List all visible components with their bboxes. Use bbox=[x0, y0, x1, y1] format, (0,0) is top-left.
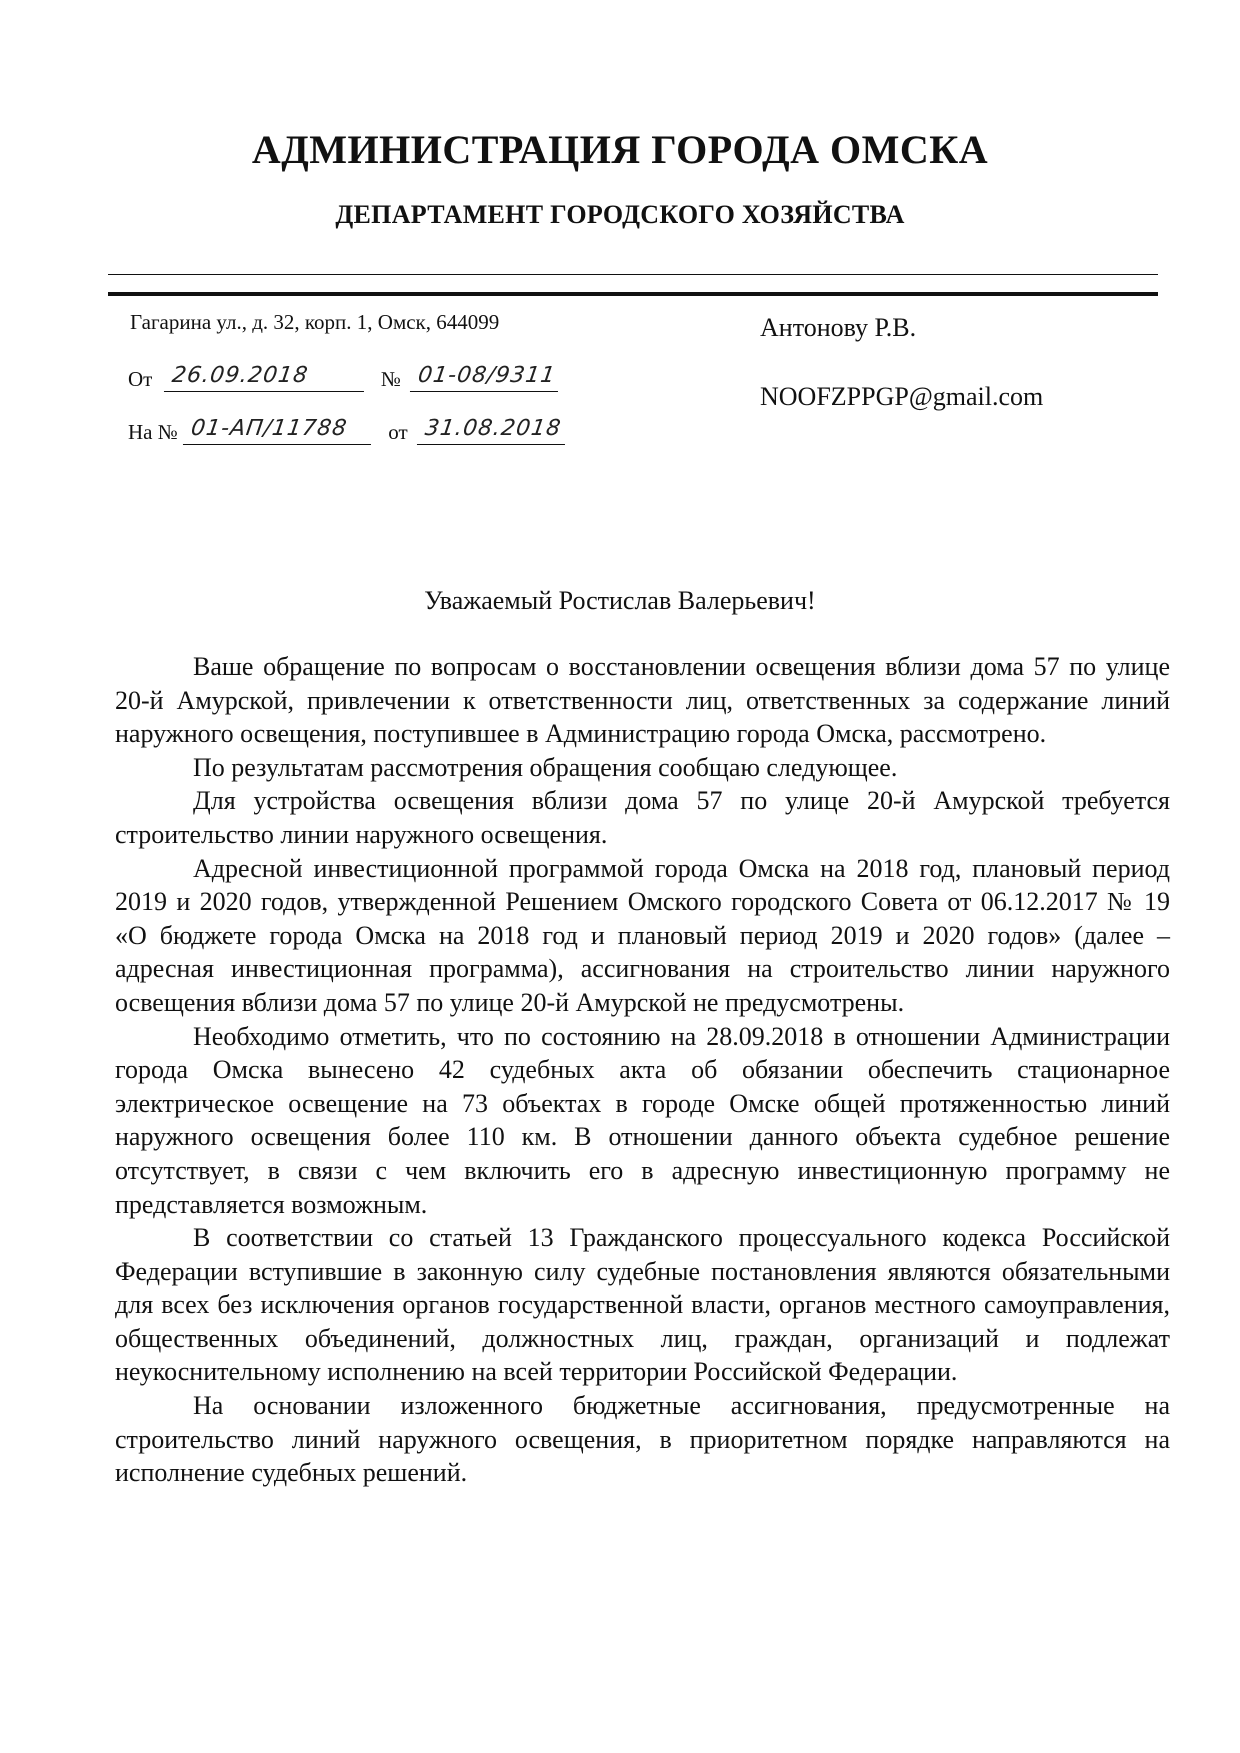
header-rule-thick bbox=[108, 292, 1158, 296]
number-label: № bbox=[380, 367, 401, 391]
paragraph: Необходимо отметить, что по состоянию на 28.09.2018 в отношении Администрации города Омска вынесено 42 судебных акта об обязании обеспечить стационарное электрическое освещение на 73 объектах в городе Омске общей протяженностью линий наружного освещения более 110 км. В отношении данного объекта судебное решение отсутствует, в связи с чем включить его в адресную инвестиционную программу не представляется возможным. bbox=[115, 1021, 1170, 1219]
reply-number-label: На № bbox=[128, 420, 178, 444]
letter-body bbox=[115, 650, 1170, 1490]
reply-registration-line bbox=[128, 415, 567, 445]
paragraph: Для устройства освещения вблизи дома 57 по улице 20-й Амурской требуется строительство линии наружного освещения. bbox=[115, 786, 1170, 849]
recipient-email: NOOFZPPGP@gmail.com bbox=[760, 382, 1044, 411]
paragraph: Ваше обращение по вопросам о восстановлении освещения вблизи дома 57 по улице 20-й Амурской, привлечении к ответственности лиц, ответственных за содержание линий наружного освещения, поступившее в Администрацию города Омска, рассмотрено. bbox=[115, 652, 1170, 749]
organization-title: АДМИНИСТРАЦИЯ ГОРОДА ОМСКА bbox=[251, 127, 989, 172]
paragraph: Адресной инвестиционной программой города Омска на 2018 год, плановый период 2019 и 2020 годов, утвержденной Решением Омского городского Совета от 06.12.2017 № 19 «О бюджете города Омска на 2018 год и плановый период 2019 и 2020 годов» (далее – адресная инвестиционная программа), ассигнования на строительство линии наружного освещения вблизи дома 57 по улице 20-й Амурской не предусмотрены. bbox=[115, 853, 1170, 1017]
header-rule-thin bbox=[108, 274, 1158, 275]
reply-number-field: 01-АП/11788 bbox=[183, 415, 375, 445]
paragraph: В соответствии со статьей 13 Гражданского процессуального кодекса Российской Федерации вступившие в законную силу судебные постановления являются обязательными для всех без исключения органов государственной власти, органов местного самоуправления, общественных объединений, должностных лиц, граждан, организаций и подлежат неукоснительному исполнению на всей территории Российской Федерации. bbox=[115, 1223, 1170, 1387]
paragraph: По результатам рассмотрения обращения сообщаю следующее. bbox=[193, 752, 898, 782]
salutation: Уважаемый Ростислав Валерьевич! bbox=[424, 586, 816, 615]
paragraph: На основании изложенного бюджетные ассигнования, предусмотренные на строительство линий наружного освещения, в приоритетном порядке направляются на исполнение судебных решений. bbox=[115, 1391, 1170, 1488]
outgoing-number-field: 01-08/9311 bbox=[410, 362, 562, 392]
sender-address: Гагарина ул., д. 32, корп. 1, Омск, 644099 bbox=[130, 310, 500, 334]
department-title: ДЕПАРТАМЕНТ ГОРОДСКОГО ХОЗЯЙСТВА bbox=[335, 200, 905, 229]
recipient-name: Антонову Р.В. bbox=[760, 313, 917, 342]
reply-date-label: от bbox=[388, 420, 408, 444]
reply-date-field: 31.08.2018 bbox=[417, 415, 569, 445]
outgoing-registration-line bbox=[128, 362, 560, 392]
from-label: От bbox=[128, 367, 153, 391]
outgoing-date-field: 26.09.2018 bbox=[163, 362, 367, 392]
